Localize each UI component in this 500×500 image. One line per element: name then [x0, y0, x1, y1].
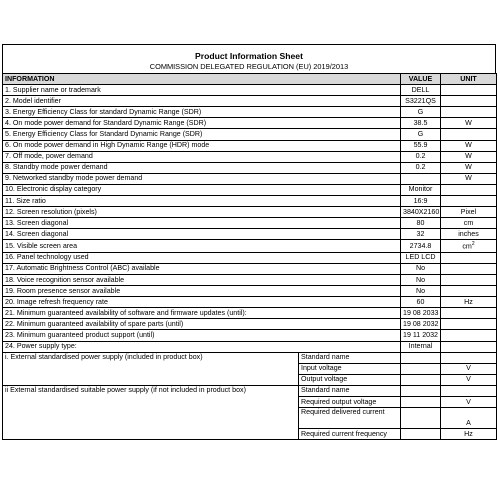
power-supply-field-value [401, 408, 441, 429]
table-row [3, 107, 497, 118]
power-supply-section-label: ii External standardised suitable power supply (if not included in product box) [3, 385, 299, 439]
row-unit: cm [441, 218, 497, 229]
table-row [3, 341, 497, 352]
row-unit: W [441, 140, 497, 151]
power-supply-field-unit: A [441, 408, 497, 429]
table-row [3, 96, 497, 107]
table-row [3, 129, 497, 140]
power-supply-field-name: Standard name [299, 352, 401, 363]
row-label: 17. Automatic Brightness Control (ABC) available [3, 263, 401, 274]
row-value: G [401, 129, 441, 140]
table-row [3, 229, 497, 240]
row-value: 3840X2160 [401, 207, 441, 218]
table-row [3, 330, 497, 341]
table-row [3, 240, 497, 252]
table-header-row [3, 74, 497, 85]
row-label: 7. Off mode, power demand [3, 151, 401, 162]
power-supply-field-value [401, 385, 441, 396]
row-value: 60 [401, 297, 441, 308]
row-value: 2734.8 [401, 240, 441, 252]
row-label: 4. On mode power demand for Standard Dynamic Range (SDR) [3, 118, 401, 129]
row-value: 19 08 2033 [401, 308, 441, 319]
row-unit [441, 196, 497, 207]
row-value: DELL [401, 85, 441, 96]
table-row [3, 196, 497, 207]
table-row [3, 263, 497, 274]
row-unit [441, 85, 497, 96]
row-value: 80 [401, 218, 441, 229]
power-supply-field-unit: V [441, 374, 497, 385]
row-label: 6. On mode power demand in High Dynamic Range (HDR) mode [3, 140, 401, 151]
power-supply-field-unit [441, 385, 497, 396]
power-supply-field-name: Required current frequency [299, 429, 401, 440]
row-value: Internal [401, 341, 441, 352]
row-label: 12. Screen resolution (pixels) [3, 207, 401, 218]
row-label: 5. Energy Efficiency Class for Standard Dynamic Range (SDR) [3, 129, 401, 140]
header-value: VALUE [401, 74, 441, 85]
row-value: 0.2 [401, 151, 441, 162]
row-unit: W [441, 151, 497, 162]
row-value: 0.2 [401, 162, 441, 173]
power-supply-field-name: Output voltage [299, 374, 401, 385]
row-value: 38.5 [401, 118, 441, 129]
row-value: No [401, 274, 441, 285]
table-row [3, 252, 497, 263]
power-supply-field-name: Standard name [299, 385, 401, 396]
row-value: 19 08 2032 [401, 319, 441, 330]
sheet-title: Product Information Sheet [195, 51, 303, 61]
row-value: Monitor [401, 184, 441, 195]
unit-superscript: 2 [471, 241, 475, 248]
row-unit [441, 263, 497, 274]
table-row [3, 274, 497, 285]
row-unit: Hz [441, 297, 497, 308]
row-label: 18. Voice recognition sensor available [3, 274, 401, 285]
row-unit: W [441, 162, 497, 173]
row-label: 16. Panel technology used [3, 252, 401, 263]
row-label: 3. Energy Efficiency Class for standard Dynamic Range (SDR) [3, 107, 401, 118]
row-unit [441, 286, 497, 297]
power-supply-field-unit: Hz [441, 429, 497, 440]
table-row [3, 286, 497, 297]
row-unit [441, 129, 497, 140]
table-row [3, 118, 497, 129]
power-supply-field-name: Required delivered current [299, 408, 401, 429]
power-supply-field-value [401, 374, 441, 385]
table-row [3, 162, 497, 173]
table-row [3, 297, 497, 308]
power-supply-field-value [401, 352, 441, 363]
row-label: 20. Image refresh frequency rate [3, 297, 401, 308]
row-label: 15. Visible screen area [3, 240, 401, 252]
title-block [2, 44, 496, 73]
row-label: 2. Model identifier [3, 96, 401, 107]
table-row [3, 173, 497, 184]
row-unit [441, 240, 497, 252]
row-label: 8. Standby mode power demand [3, 162, 401, 173]
row-unit: inches [441, 229, 497, 240]
table-row [3, 319, 497, 330]
row-unit: W [441, 118, 497, 129]
row-label: 9. Networked standby mode power demand [3, 173, 401, 184]
row-value: No [401, 286, 441, 297]
row-unit [441, 274, 497, 285]
row-unit [441, 184, 497, 195]
row-unit [441, 330, 497, 341]
row-value: 32 [401, 229, 441, 240]
row-unit [441, 96, 497, 107]
row-unit [441, 319, 497, 330]
power-supply-field-name: Input voltage [299, 363, 401, 374]
table-row [3, 308, 497, 319]
row-value: 55.9 [401, 140, 441, 151]
power-supply-field-value [401, 396, 441, 407]
row-unit [441, 252, 497, 263]
row-label: 10. Electronic display category [3, 184, 401, 195]
power-supply-field-unit: V [441, 396, 497, 407]
table-row [3, 140, 497, 151]
row-label: 13. Screen diagonal [3, 218, 401, 229]
table-row [3, 151, 497, 162]
row-label: 22. Minimum guaranteed availability of spare parts (until) [3, 319, 401, 330]
table-row [3, 85, 497, 96]
table-row [3, 184, 497, 195]
power-supply-field-unit: V [441, 363, 497, 374]
row-value: 16:9 [401, 196, 441, 207]
table-row [3, 218, 497, 229]
row-label: 21. Minimum guaranteed availability of software and firmware updates (until): [3, 308, 401, 319]
row-unit [441, 308, 497, 319]
row-value [401, 173, 441, 184]
row-label: 1. Supplier name or trademark [3, 85, 401, 96]
row-label: 11. Size ratio [3, 196, 401, 207]
power-supply-section-label: i. External standardised power supply (included in product box) [3, 352, 299, 385]
row-unit [441, 341, 497, 352]
row-label: 23. Minimum guaranteed product support (until) [3, 330, 401, 341]
row-value: LED LCD [401, 252, 441, 263]
power-supply-field-name: Required output voltage [299, 396, 401, 407]
power-supply-field-value [401, 429, 441, 440]
row-label: 14. Screen diagonal [3, 229, 401, 240]
power-supply-field-value [401, 363, 441, 374]
information-table [2, 73, 497, 440]
sheet-subtitle: COMMISSION DELEGATED REGULATION (EU) 2019/2013 [149, 62, 349, 71]
row-label: 19. Room presence sensor available [3, 286, 401, 297]
row-unit [441, 107, 497, 118]
table-row [3, 207, 497, 218]
power-supply-field-unit [441, 352, 497, 363]
row-unit: W [441, 173, 497, 184]
row-value: S3221QS [401, 96, 441, 107]
power-supply-row [3, 352, 497, 363]
product-information-sheet [2, 44, 496, 440]
unit-text: cm [462, 242, 472, 251]
header-unit: UNIT [441, 74, 497, 85]
row-value: No [401, 263, 441, 274]
row-unit: Pixel [441, 207, 497, 218]
row-value: G [401, 107, 441, 118]
row-value: 19 11 2032 [401, 330, 441, 341]
header-information: INFORMATION [3, 74, 401, 85]
power-supply-row [3, 385, 497, 396]
row-label: 24. Power supply type: [3, 341, 401, 352]
